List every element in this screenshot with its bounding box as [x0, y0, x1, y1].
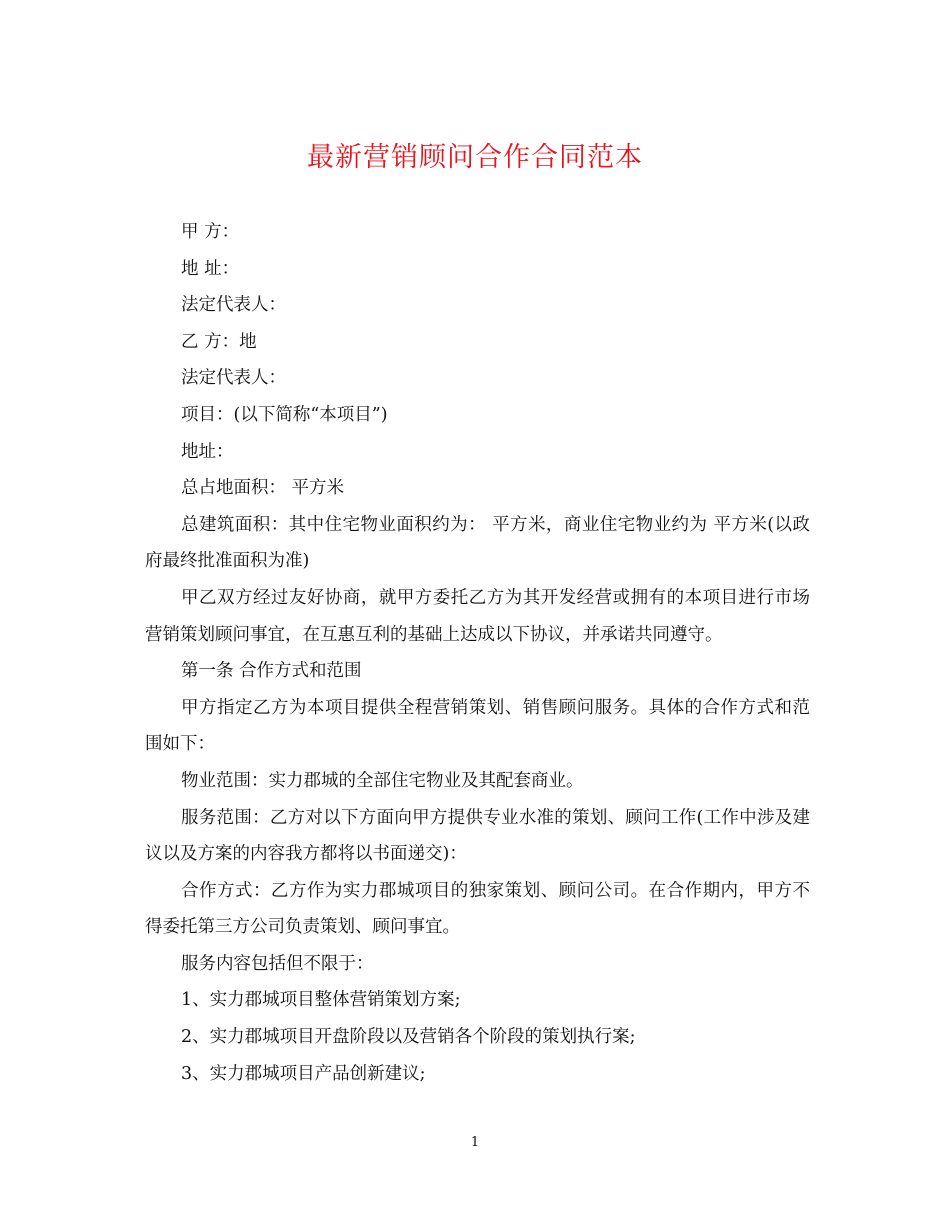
service-item-1: 1、实力郡城项目整体营销策划方案;	[181, 990, 461, 1011]
property-scope-paragraph: 物业范围：实力郡城的全部住宅物业及其配套商业。	[181, 770, 584, 791]
party-a-address-line: 地 址：	[181, 258, 240, 279]
service-content-heading: 服务内容包括但不限于：	[181, 953, 374, 974]
service-scope-paragraph: 服务范围：乙方对以下方面向甲方提供专业水准的策划、顾问工作(工作中涉及建议以及方案的内容我方都将以书面递交)：	[145, 807, 810, 865]
party-b-representative-line: 法定代表人：	[181, 368, 286, 389]
document-body	[145, 214, 810, 1092]
land-area-line: 总占地面积： 平方米	[181, 478, 345, 499]
page-number: 1	[470, 1135, 480, 1150]
service-item-3: 3、实力郡城项目产品创新建议;	[181, 1063, 426, 1084]
project-line: 项目：(以下简称“本项目”)	[181, 404, 388, 425]
agreement-intro-paragraph: 甲乙双方经过友好协商，就甲方委托乙方为其开发经营或拥有的本项目进行市场营销策划顾问事宜，在互惠互利的基础上达成以下协议，并承诺共同遵守。	[145, 587, 810, 645]
project-address-line: 地址：	[181, 441, 234, 462]
party-b-name-line: 乙 方：地	[181, 331, 257, 352]
cooperation-scope-paragraph: 甲方指定乙方为本项目提供全程营销策划、销售顾问服务。具体的合作方式和范围如下：	[145, 697, 810, 755]
article-one-heading: 第一条 合作方式和范围	[181, 661, 362, 682]
service-item-2: 2、实力郡城项目开盘阶段以及营销各个阶段的策划执行案;	[181, 1027, 636, 1048]
party-a-name-line: 甲 方：	[181, 222, 240, 242]
building-area-paragraph: 总建筑面积：其中住宅物业面积约为： 平方米，商业住宅物业约为 平方米(以政府最终批准面积为准)	[145, 514, 810, 572]
party-a-representative-line: 法定代表人：	[181, 295, 286, 316]
cooperation-mode-paragraph: 合作方式：乙方作为实力郡城项目的独家策划、顾问公司。在合作期内，甲方不得委托第三方公司负责策划、顾问事宜。	[145, 880, 810, 938]
document-title: 最新营销顾问合作合同范本	[307, 142, 643, 173]
